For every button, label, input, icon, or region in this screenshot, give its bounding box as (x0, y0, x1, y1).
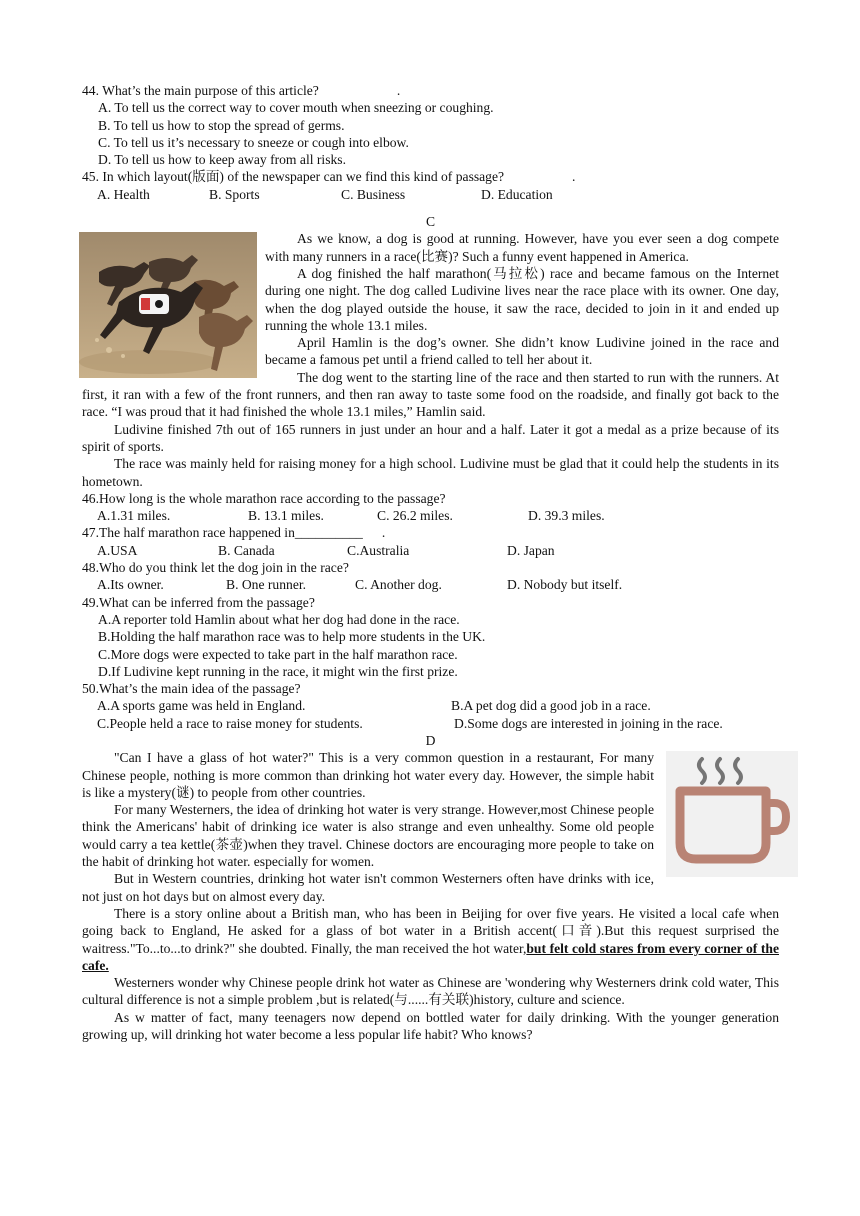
question-stem: 45. In which layout(版面) of the newspaper can we find this kind of passage? . (82, 169, 576, 185)
question-stem: 50.What’s the main idea of the passage? (82, 681, 301, 697)
passage-heading: C (425, 214, 436, 230)
question-50 (82, 680, 779, 732)
options-row (82, 542, 779, 559)
option-a: A. Health (97, 186, 150, 202)
question-stem: 44. What’s the main purpose of this article? . (82, 83, 401, 98)
options-row (82, 576, 779, 593)
option-d: D. Japan (507, 542, 555, 558)
option-b: B.Holding the half marathon race was to help more students in the UK. (98, 629, 486, 645)
paragraph-2: For many Westerners, the idea of drinking hot water is very strange. However,most Chinese people think the Americans' habit of drinking ice water is also strange and even unhealthy. Some old people would carry a tea kettle(茶壶)when they travel. Chinese doctors are encouraging more people to take on the habit of drinking hot water. especially for women. (82, 802, 654, 870)
passage-d (82, 732, 779, 1043)
option-a: A. To tell us the correct way to cover mouth when sneezing or coughing. (98, 100, 494, 116)
question-45 (82, 168, 779, 203)
question-46 (82, 490, 779, 525)
option-b: B.A pet dog did a good job in a race. (451, 698, 651, 714)
question-44 (82, 82, 779, 168)
emphasized-phrase: but felt cold stares from every corner of the cafe. (82, 940, 779, 973)
question-stem: 49.What can be inferred from the passage? (82, 594, 315, 610)
option-c: C. 26.2 miles. (377, 508, 453, 524)
greyhound-race-photo (79, 232, 257, 378)
paragraph-6: As w matter of fact, many teenagers now depend on bottled water for daily drinking. With the younger generation growing up, will drinking hot water become a less popular life habit? Who knows? (82, 1009, 779, 1043)
paragraph-1: "Can I have a glass of hot water?" This is a very common question in a restaurant, For many Chinese people, nothing is more common than drinking hot water every day. However, the simple habit is like a mystery(谜) to people from other countries. (82, 750, 654, 800)
option-a: A.1.31 miles. (97, 508, 171, 524)
option-a: A.Its owner. (97, 577, 164, 593)
option-a: A.A sports game was held in England. (97, 698, 306, 714)
paragraph-5: Ludivine finished 7th out of 165 runners in just under an hour and a half. Later it got a medal as a prize because of its spirit of sports. (82, 421, 779, 454)
paragraph-4: There is a story online about a British man, who has been in Beijing for over five years. He visited a local cafe when going back to England, He asked for a glass of bot water in a British accent(口音).But this request surprised the waitress."To...to...to drink?" she doubted. Finally, the man received the hot water,but felt cold stares from every corner of the cafe. (82, 905, 779, 973)
option-c: C. Business (341, 186, 406, 202)
paragraph-3: But in Western countries, drinking hot water isn't common Westerners often have drinks with ice, not just on hot days but on almost every day. (82, 871, 654, 904)
paragraph-6: The race was mainly held for raising money for a high school. Ludivine must be glad that it could help the students in its hometown. (82, 456, 779, 489)
option-d: D. Education (481, 186, 553, 202)
hot-drink-cup-icon (666, 751, 798, 877)
options-row (82, 186, 779, 203)
option-b: B. One runner. (226, 577, 307, 593)
paragraph-4: The dog went to the starting line of the race and then started to run with the runners. At first, it ran with a few of the front runners, and then ran away to taste some food on the roadside, and finally got back to the race. “I was proud that it had finished the whole 13.1 miles,” Hamlin said. (82, 369, 779, 420)
option-d: D.Some dogs are interested in joining in the race. (454, 715, 723, 731)
question-stem: 48.Who do you think let the dog join in the race? (82, 560, 349, 576)
question-49 (82, 594, 779, 680)
paragraph-3: April Hamlin is the dog’s owner. She didn’t know Ludivine joined in the race and became a famous pet until a friend called to tell her about it. (265, 335, 779, 368)
option-a: A.USA (97, 542, 138, 558)
option-b: B. Sports (209, 186, 260, 202)
option-d: D.If Ludivine kept running in the race, it might win the first prize. (98, 663, 458, 679)
option-c: C.Australia (347, 542, 410, 558)
option-d: D. Nobody but itself. (507, 577, 623, 593)
option-c: C.More dogs were expected to take part in the half marathon race. (98, 646, 458, 662)
option-c: C. To tell us it’s necessary to sneeze or cough into elbow. (98, 134, 409, 150)
options-row (82, 697, 779, 714)
option-d: D. 39.3 miles. (528, 508, 605, 524)
paragraph-5: Westerners wonder why Chinese people drink hot water as Chinese are 'wondering why Westerners drink cold water, This cultural difference is not a simple problem ,but is related(与......有关联)history, culture and science. (82, 975, 779, 1008)
exam-page (82, 82, 779, 1043)
option-b: B. 13.1 miles. (248, 508, 324, 524)
paragraph-1: As we know, a dog is good at running. However, have you ever seen a dog compete with many runners in a race(比赛)? Such a funny event happened in America. (265, 231, 779, 264)
options-row (82, 507, 779, 524)
question-48 (82, 559, 779, 594)
option-c: C. Another dog. (355, 577, 442, 593)
option-b: B. Canada (218, 542, 275, 558)
question-stem: 47.The half marathon race happened in__________ . (82, 525, 386, 541)
options-row (82, 715, 779, 732)
option-b: B. To tell us how to stop the spread of germs. (98, 117, 345, 133)
option-c: C.People held a race to raise money for students. (97, 715, 363, 731)
question-stem: 46.How long is the whole marathon race according to the passage? (82, 490, 446, 506)
question-47 (82, 524, 779, 559)
option-d: D. To tell us how to keep away from all risks. (98, 152, 346, 168)
passage-heading: D (425, 732, 436, 748)
paragraph-2: A dog finished the half marathon(马拉松) race and became famous on the Internet during one night. The dog called Ludivine lives near the race place with its owner. One day, when the dog played outside the house, it saw the race, decided to join in it and ended up running the whole 13.1 miles. (265, 265, 779, 333)
passage-c (82, 213, 779, 490)
option-a: A.A reporter told Hamlin about what her dog had done in the race. (98, 611, 460, 627)
